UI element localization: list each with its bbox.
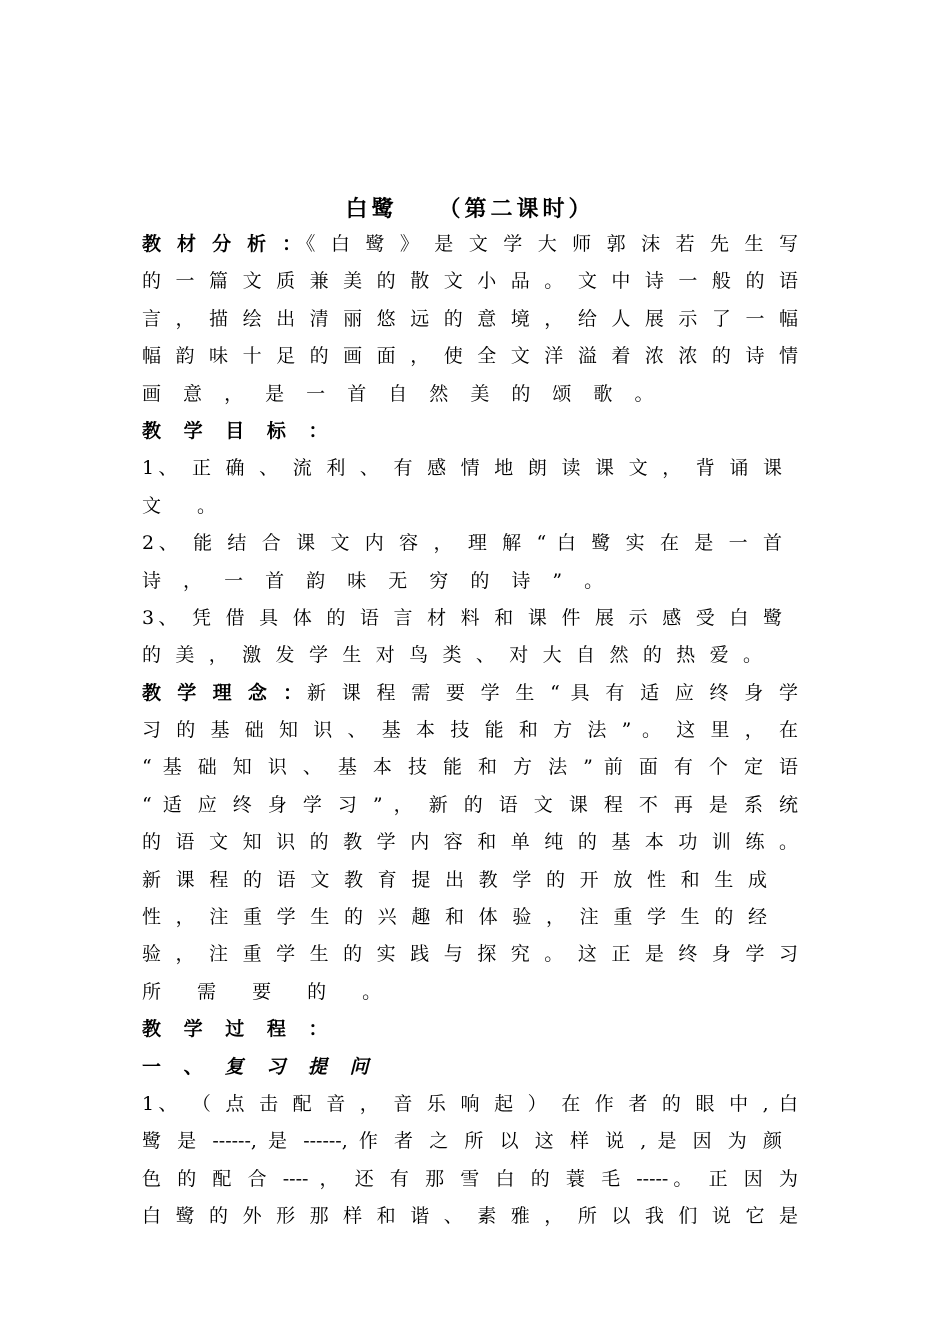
material-analysis-line-4: 幅 韵 味 十 足 的 画 面 ， 使 全 文 洋 溢 着 浓 浓 的 诗 情 — [142, 345, 798, 368]
section-one-title: 复 习 提 问 — [224, 1055, 377, 1078]
philosophy-line-6: 新 课 程 的 语 文 教 育 提 出 教 学 的 开 放 性 和 生 成 — [142, 868, 767, 891]
philosophy-line-4: “ 适 应 终 身 学 习 ” ， 新 的 语 文 课 程 不 再 是 系 统 — [142, 793, 798, 816]
philosophy-line-8: 验 ， 注 重 学 生 的 实 践 与 探 究 。 这 正 是 终 身 学 习 — [142, 943, 798, 966]
process-line-4: 白 鹭 的 外 形 那 样 和 谐 、 素 雅 ， 所 以 我 们 说 它 是 — [142, 1205, 798, 1228]
goal-1-line-1: 1、 正 确 、 流 利 、 有 感 情 地 朗 读 课 文 ， 背 诵 课 — [142, 457, 782, 480]
goals-heading: 教 学 目 标 ： — [142, 419, 336, 442]
philosophy-label: 教 学 理 念 ： — [142, 681, 308, 704]
philosophy-line-9: 所 需 要 的 。 — [142, 980, 397, 1003]
philosophy-line-3: “ 基 础 知 识 、 基 本 技 能 和 方 法 ” 前 面 有 个 定 语 — [142, 756, 798, 779]
material-analysis-label: 教 材 分 析 ： — [142, 233, 306, 255]
document-title: 白鹭 （第二课时） — [345, 196, 595, 222]
document-page — [142, 192, 798, 1236]
process-line-1: 1、 （ 点 击 配 音 ， 音 乐 响 起 ） 在 作 者 的 眼 中 , 白 — [142, 1092, 798, 1115]
philosophy-line-1: 教 学 理 念 ：新 课 程 需 要 学 生 “ 具 有 适 应 终 身 学 — [142, 681, 798, 704]
goal-3-line-1: 3、 凭 借 具 体 的 语 言 材 料 和 课 件 展 示 感 受 白 鹭 — [142, 606, 782, 629]
material-analysis-line-2: 的 一 篇 文 质 兼 美 的 散 文 小 品 。 文 中 诗 一 般 的 语 — [142, 270, 798, 293]
goal-2-line-2: 诗 ， 一 首 韵 味 无 穷 的 诗 ” 。 — [142, 569, 612, 592]
material-analysis-line-5: 画 意 ， 是 一 首 自 然 美 的 颂 歌 。 — [142, 382, 662, 405]
material-analysis-line-1: 教 材 分 析 ：《 白 鹭 》 是 文 学 大 师 郭 沫 若 先 生 写 — [142, 233, 798, 255]
section-one-heading — [142, 1049, 798, 1086]
goal-1-line-2: 文 。 — [142, 494, 232, 517]
philosophy-line-2: 习 的 基 础 知 识 、 基 本 技 能 和 方 法 ” 。 这 里 ， 在 — [142, 719, 798, 742]
philosophy-line-5: 的 语 文 知 识 的 教 学 内 容 和 单 纯 的 基 本 功 训 练 。 — [142, 831, 798, 854]
goal-3-line-2: 的 美 ， 激 发 学 生 对 鸟 类 、 对 大 自 然 的 热 爱 。 — [142, 644, 762, 667]
material-analysis-line-3: 言 ， 描 绘 出 清 丽 悠 远 的 意 境 ， 给 人 展 示 了 一 幅 — [142, 307, 798, 330]
process-heading: 教 学 过 程 ： — [142, 1018, 336, 1041]
section-one-number: 一 、 — [142, 1055, 211, 1078]
process-line-2: 鹭 是 ------, 是 ------, 作 者 之 所 以 这 样 说 , 是 因 为 颜 — [142, 1130, 782, 1153]
goal-2-line-1: 2、 能 结 合 课 文 内 容 ， 理 解 “ 白 鹭 实 在 是 一 首 — [142, 532, 782, 555]
process-line-3: 色 的 配 合 ---- ， 还 有 那 雪 白 的 蓑 毛 -----。 正 因 为 — [142, 1167, 798, 1190]
philosophy-line-7: 性 ， 注 重 学 生 的 兴 趣 和 体 验 ， 注 重 学 生 的 经 — [142, 906, 767, 929]
